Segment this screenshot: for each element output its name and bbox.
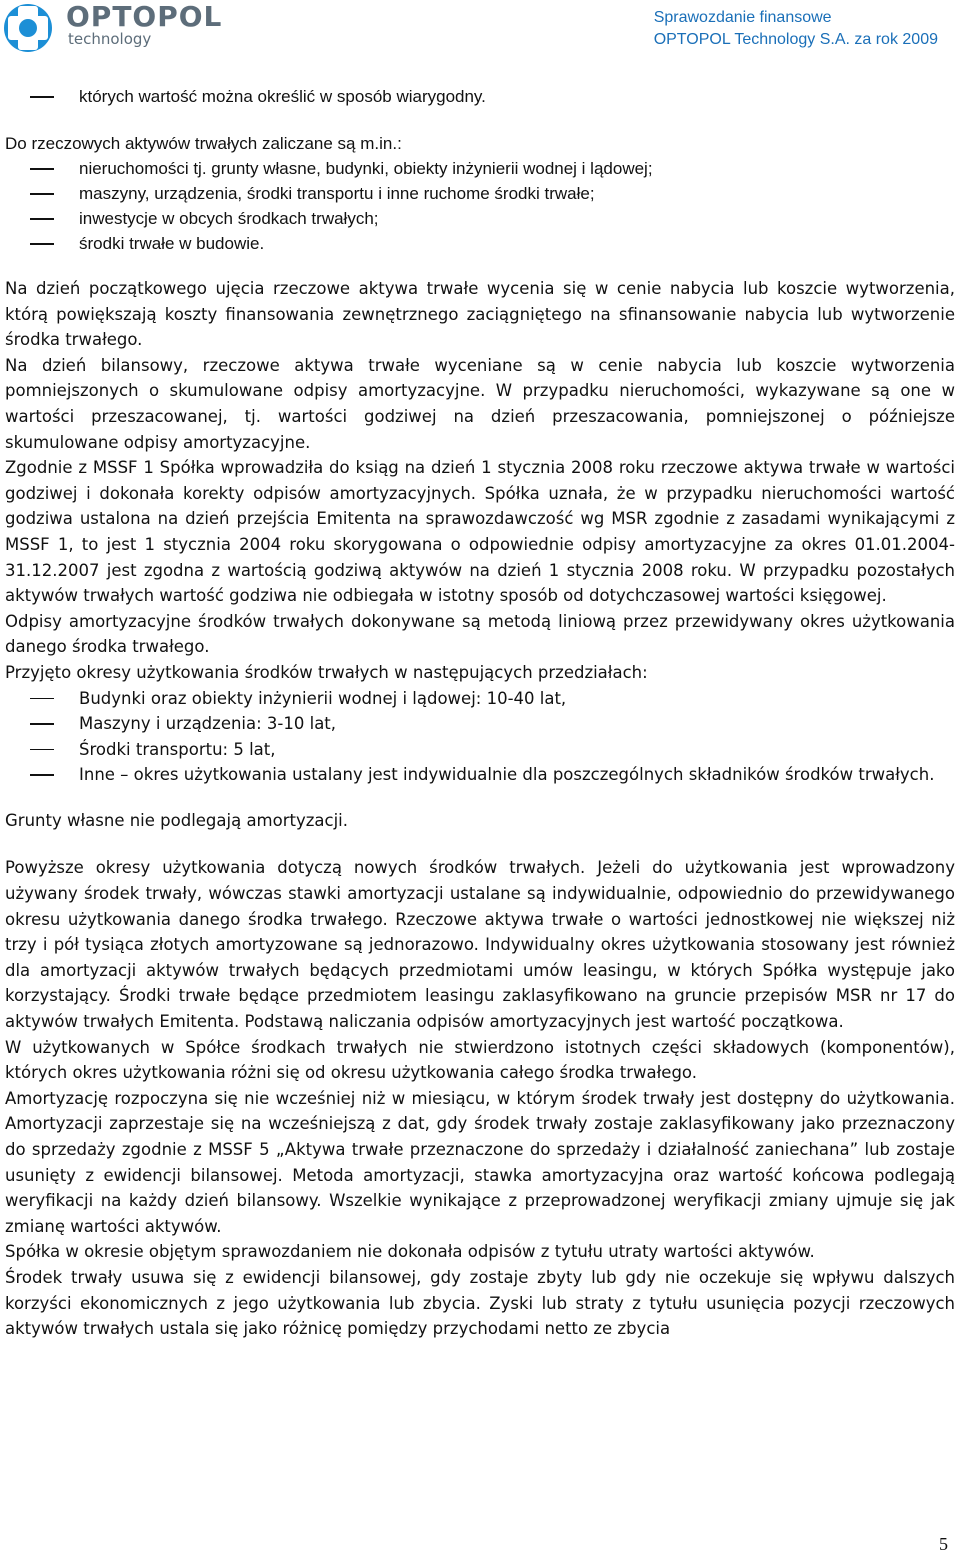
list-item: Inne – okres użytkowania ustalany jest indywidualnie dla poszczególnych składników środków trwałych. <box>5 762 955 788</box>
list-item: środki trwałe w budowie. <box>5 231 955 256</box>
dash-bullet <box>30 243 54 245</box>
list-item: Środki transportu: 5 lat, <box>5 737 955 763</box>
page-number: 5 <box>939 1534 948 1554</box>
company-report-year: OPTOPOL Technology S.A. za rok 2009 <box>653 31 938 48</box>
dash-bullet <box>30 774 54 776</box>
header-document-info <box>654 7 938 51</box>
policy-section <box>5 855 955 1341</box>
list-item: Maszyny i urządzenia: 3-10 lat, <box>5 711 955 737</box>
dash-bullet <box>30 698 54 700</box>
dash-bullet <box>30 193 54 195</box>
paragraph: W użytkowanych w Spółce środkach trwałych nie stwierdzono istotnych części składowych (komponentów), których okres użytkowania różni się od okresu użytkowania całego środka trwałego. <box>5 1037 955 1083</box>
paragraph: Spółka w okresie objętym sprawozdaniem nie dokonała odpisów z tytułu utraty wartości aktywów. <box>5 1242 815 1262</box>
paragraph: Powyższe okresy użytkowania dotyczą nowych środków trwałych. Jeżeli do użytkowania jest wprowadzony używany środek trwały, wówczas stawki amortyzacji ustalane są indywidualnie, odpowiednio do przewidywanego okresu użytkowania danego środka trwałego. Rzeczowe aktywa trwałe o wartości jednostkowej nie większej niż trzy i pół tysiąca złotych amortyzowane są jednorazowo. Indywidualny okres użytkowania stosowany jest również dla amortyzacji aktywów trwałych będących przedmiotami umów leasingu, w których Spółka występuje jako korzystający. Środki trwałe będące przedmiotem leasingu zaklasyfikowano na gruncie przepisów MSR nr 17 do aktywów trwałych Emitenta. Podstawą naliczania odpisów amortyzacyjnych jest wartość początkowa. <box>5 858 955 1032</box>
assets-list <box>5 156 955 256</box>
list-item: inwestycje w obcych środkach trwałych; <box>5 206 955 231</box>
paragraph: Zgodnie z MSSF 1 Spółka wprowadziła do ksiąg na dzień 1 stycznia 2008 roku rzeczowe aktywa trwałe w wartości godziwej i dokonała korekty odpisów amortyzacyjnych. Spółka uznała, że w przypadku nieruchomości wartość godziwa ustalona na dzień przejścia Emitenta na sprawozdawczość wg MSR zgodnie z zasadami wynikającymi z MSSF 1, to jest 1 stycznia 2004 roku skorygowana o odpowiednie odpisy amortyzacyjne za okres 01.01.2004-31.12.2007 jest zgodna z wartością godziwą aktywów na dzień 1 stycznia 2008 roku. W przypadku pozostałych aktywów trwałych wartość godziwa nie odbiegała w istotny sposób od dotychczasowej wartości księgowej. <box>5 458 955 606</box>
page-header <box>0 0 960 60</box>
list-item: nieruchomości tj. grunty własne, budynki, obiekty inżynierii wodnej i lądowej; <box>5 156 955 181</box>
useful-life-list <box>5 686 955 788</box>
paragraph: Na dzień początkowego ujęcia rzeczowe aktywa trwałe wycenia się w cenie nabycia lub koszcie wytworzenia, którą powiększają koszty finansowania zewnętrznego zaciągniętego na sfinansowanie nabycia lub wytworzenie środka trwałego. <box>5 279 955 350</box>
list-item: Budynki oraz obiekty inżynierii wodnej i lądowej: 10-40 lat, <box>5 686 955 712</box>
optopol-logo-icon <box>2 2 54 54</box>
paragraph: Środek trwały usuwa się z ewidencji bilansowej, gdy zostaje zbyty lub gdy nie oczekuje się wpływu dalszych korzyści ekonomicznych z jego użytkowania lub zbycia. Zyski lub straty z tytułu usunięcia pozycji rzeczowych aktywów trwałych ustala się jako różnicę pomiędzy przychodami netto ze zbycia <box>5 1267 955 1339</box>
paragraph: Przyjęto okresy użytkowania środków trwałych w następujących przedziałach: <box>5 662 648 682</box>
page-body <box>5 84 955 1342</box>
paragraph: Amortyzację rozpoczyna się nie wcześniej niż w miesiącu, w którym środek trwały jest dostępny do użytkowania. Amortyzacji zaprzestaje się na wcześniejszą z dat, gdy środek trwały zostaje zaklasyfikowany jako przeznaczony do sprzedaży zgodnie z MSSF 5 „Aktywa trwałe przeznaczone do sprzedaży i działalność zaniechana” lub zostaje usunięty z ewidencji bilansowej. Metoda amortyzacji, stawka amortyzacyjna oraz wartość końcowa podlegają weryfikacji na każdy dzień bilansowy. Wszelkie wynikające z przeprowadzonej weryfikacji zmiany ujmuje się jak zmianę wartości aktywów. <box>5 1088 955 1236</box>
dash-bullet <box>30 168 54 170</box>
logo-wordmark: OPTOPOL <box>66 0 223 33</box>
dash-bullet <box>30 723 54 725</box>
list-item: których wartość można określić w sposób wiarygodny. <box>5 84 955 109</box>
paragraph: Na dzień bilansowy, rzeczowe aktywa trwałe wyceniane są w cenie nabycia lub koszcie wytworzenia pomniejszonych o skumulowane odpisy amortyzacyjne. W przypadku nieruchomości, wykazywane są one w wartości przeszacowanej, tj. wartości godziwej na dzień przeszacowania, pomniejszonej o późniejsze skumulowane odpisy amortyzacyjne. <box>5 355 955 452</box>
document-title: Sprawozdanie finansowe <box>653 9 832 26</box>
paragraph: Odpisy amortyzacyjne środków trwałych dokonywane są metodą liniową przez przewidywany okres użytkowania danego środka trwałego. <box>5 611 955 657</box>
list-item: maszyny, urządzenia, środki transportu i inne ruchome środki trwałe; <box>5 181 955 206</box>
land-note: Grunty własne nie podlegają amortyzacji. <box>5 810 349 830</box>
valuation-section <box>5 276 955 686</box>
dash-bullet <box>30 96 54 98</box>
assets-intro: Do rzeczowych aktywów trwałych zaliczane są m.in.: <box>5 134 402 153</box>
dash-bullet <box>30 749 54 751</box>
dash-bullet <box>30 218 54 220</box>
logo-tagline: technology <box>68 30 152 48</box>
